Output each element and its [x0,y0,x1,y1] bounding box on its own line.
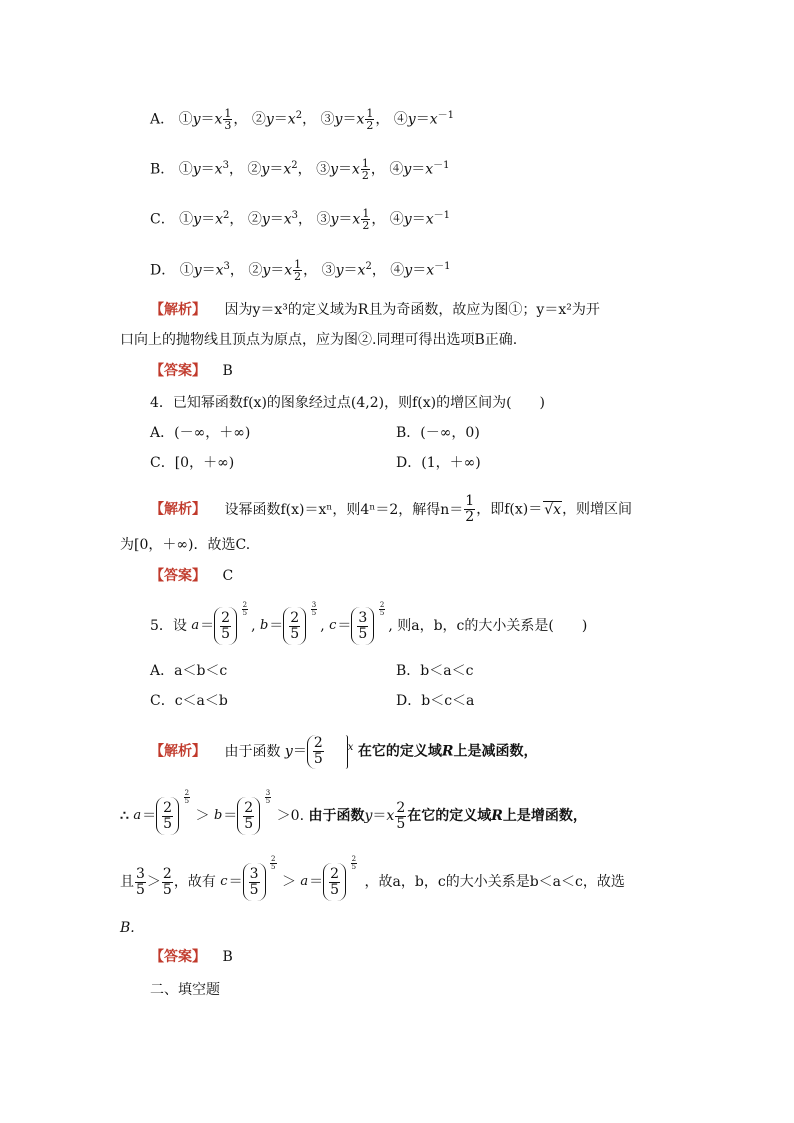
q5-analysis-line1: 【解析】 由于函数 y＝ $\frac{2}{5}$ $^x$ 在它的定义域R上是减函数， [150,735,538,768]
q3-option-d: D． $①y=x^3$， ②y＝x $\frac{1}{2}$ ， $③y=x^2$， $④y=x^{-1}$ [150,258,451,284]
sqrt-x: √x [544,501,562,518]
q3-option-b: B． $①y=x^3$， $②y=x^2$， ③y＝x $\frac{1}{2}$ ， $④y=x^{-1}$ [150,157,450,183]
q4-option-b: B．(－∞，0) [396,425,480,441]
q3-analysis-line1: 【解析】 因为y＝x³的定义域为R且为奇函数，故应为图①；y＝x²为开 [150,302,600,318]
q5-option-a: A．a＜b＜c [150,663,228,679]
q4-option-c: C．[0，＋∞) [150,455,235,471]
q5-analysis-line2: ∴ a ＝ $\frac{2}{5}$ $\frac{2}{5}$ ＞ b ＝ $\frac{2}{5}$ $\frac{3}{5}$ ＞0. 由于函数y＝x $\frac{2}{5}$ 在它的定义域R上是增函数， [120,794,587,838]
option-label: A． [150,111,175,128]
q5-option-b: B．b＜a＜c [396,663,474,679]
q4-analysis-line1: 【解析】 设幂函数f(x)＝xⁿ，则4ⁿ＝2，解得n＝ $\frac{1}{2}$ ，即f(x)＝ √x，则增区间 [150,493,633,525]
expr-a-2: a ＝ $\frac{2}{5}$ $\frac{2}{5}$ [133,794,179,838]
q3-option-c: C． $①y=x^2$， $②y=x^3$， ③y＝x $\frac{1}{2}$ ， $④y=x^{-1}$ [150,207,450,233]
fraction-one-half: $\frac{1}{2}$ [465,493,475,525]
q5-stem: 5．设 a ＝ $\frac{2}{5}$ $\frac{2}{5}$ , b ＝ $\frac{2}{5}$ $\frac{3}{5}$ , c ＝ $\frac{3}{5}$ $\frac{2}{5}$ , 则a，b，c的大小关系是( ) [150,606,587,646]
q4-option-a: A．(－∞，＋∞) [150,425,251,441]
expr-b-2: b ＝ $\frac{2}{5}$ $\frac{3}{5}$ [214,794,260,838]
expr-b: b ＝ $\frac{2}{5}$ $\frac{3}{5}$ [260,606,306,646]
q4-analysis-line2: 为[0，＋∞)．故选C. [120,537,251,553]
answer-tag: 【答案】 [150,363,206,379]
q3-analysis-line2: 口向上的抛物线且顶点为原点，应为图②.同理可得出选项B正确. [120,332,518,348]
section-heading: 二、填空题 [150,982,220,998]
q3-answer: 【答案】 B [150,363,233,379]
analysis-tag: 【解析】 [150,302,206,318]
q5-option-d: D．b＜c＜a [396,693,475,709]
expr-a: a ＝ $\frac{2}{5}$ $\frac{2}{5}$ [191,606,237,646]
q4-stem: 4．已知幂函数f(x)的图象经过点(4,2)，则f(x)的增区间为( ) [150,395,546,411]
expr-c: c ＝ $\frac{3}{5}$ $\frac{2}{5}$ [329,606,374,646]
q3-option-a: A． ①y＝x $\frac{1}{3}$ ， $②y=x^2$， ③y＝x $\frac{1}{2}$ ， $④y=x^{-1}$ [150,107,454,133]
q5-answer: 【答案】 B [150,949,233,965]
q4-option-d: D．(1，＋∞) [396,455,481,471]
q5-analysis-line3: 且 $\frac{3}{5}$ ＞ $\frac{2}{5}$ ，故有 c ＝ $\frac{3}{5}$ $\frac{2}{5}$ ＞ a ＝ $\frac{2}{5}$ $\frac{2}{5}$ ，故a，b，c的大小关系是b＜a＜c，故选 [120,860,625,904]
q4-answer: 【答案】 C [150,568,234,584]
expr-a-3: a ＝ $\frac{2}{5}$ $\frac{2}{5}$ [300,860,346,904]
q5-option-c: C．c＜a＜b [150,693,228,709]
q5-analysis-line4: B. [120,920,135,936]
expr-c-3: c ＝ $\frac{3}{5}$ $\frac{2}{5}$ [220,860,265,904]
